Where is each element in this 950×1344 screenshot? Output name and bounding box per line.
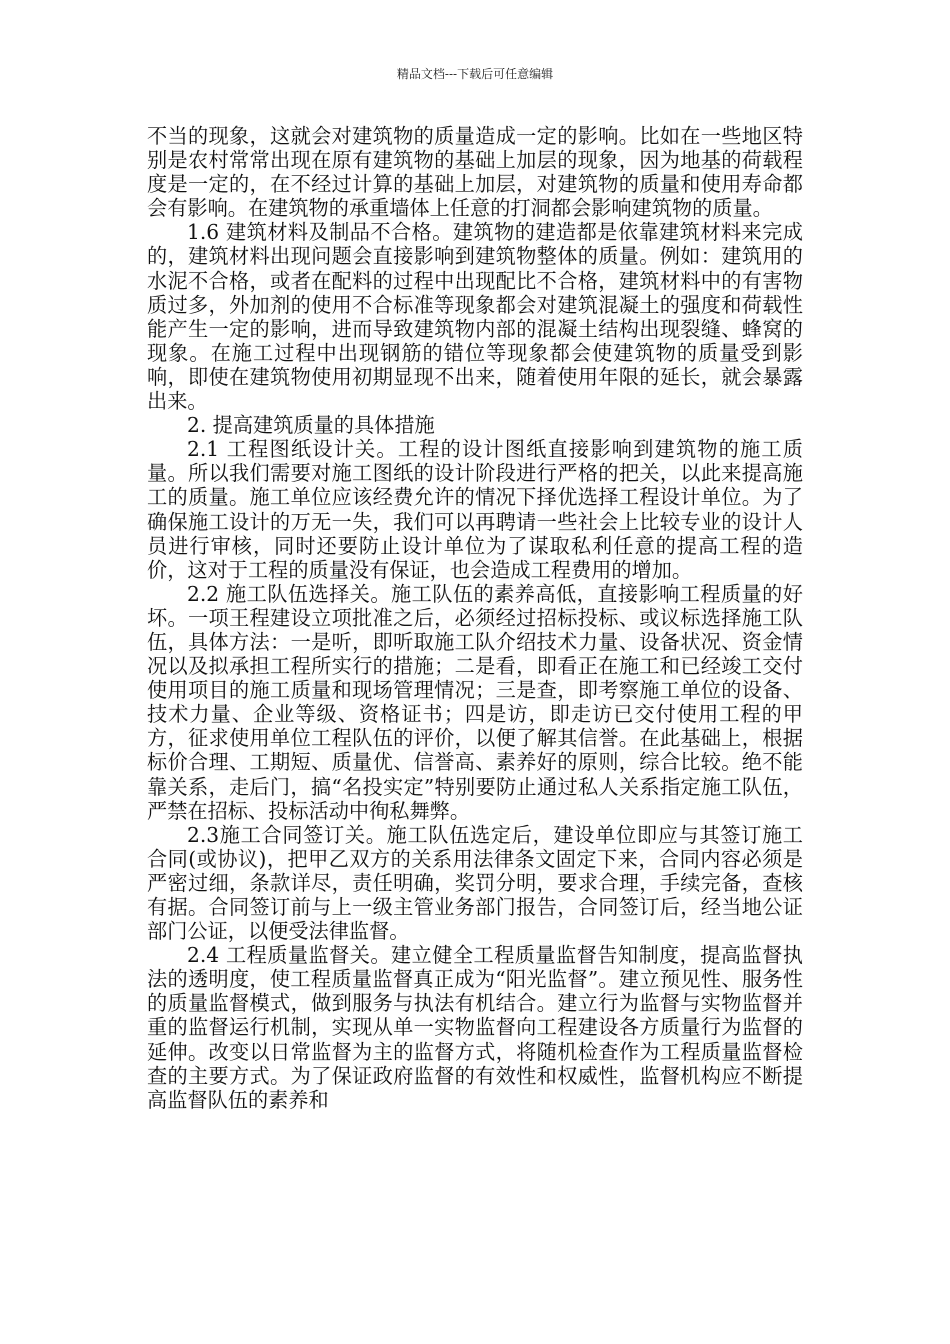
paragraph-continuation: 不当的现象，这就会对建筑物的质量造成一定的影响。比如在一些地区特别是农村常常出现在原有建筑物的基础上加层的现象，因为地基的荷载程度是一定的，在不经过计算的基础上加层，对建筑物的质量和使用寿命都会有影响。在建筑物的承重墙体上任意的打洞都会影响建筑物的质量。: [147, 124, 803, 221]
paragraph-section-2-1: 2.1 工程图纸设计关。工程的设计图纸直接影响到建筑物的施工质量。所以我们需要对施工图纸的设计阶段进行严格的把关，以此来提高施工的质量。施工单位应该经费允许的情况下择优选择工程设计单位。为了确保施工设计的万无一失，我们可以再聘请一些社会上比较专业的设计人员进行审核，同时还要防止设计单位为了谋取私利任意的提高工程的造价，这对于工程的质量没有保证，也会造成工程费用的增加。: [147, 437, 803, 582]
paragraph-section-1-6: 1.6 建筑材料及制品不合格。建筑物的建造都是依靠建筑材料来完成的，建筑材料出现问题会直接影响到建筑物整体的质量。例如：建筑用的水泥不合格，或者在配料的过程中出现配比不合格，建筑材料中的有害物质过多，外加剂的使用不合标准等现象都会对建筑混凝土的强度和荷载性能产生一定的影响，进而导致建筑物内部的混凝土结构出现裂缝、蜂窝的现象。在施工过程中出现钢筋的错位等现象都会使建筑物的质量受到影响，即使在建筑物使用初期显现不出来，随着使用年限的延长，就会暴露出来。: [147, 220, 803, 414]
document-body: [147, 124, 803, 1112]
paragraph-section-2-2: 2.2 施工队伍选择关。施工队伍的素养高低，直接影响工程质量的好坏。一项王程建设立项批准之后，必须经过招标投标、或议标选择施工队伍，具体方法：一是听，即听取施工队介绍技术力量、设备状况、资金情况以及拟承担工程所实行的措施；二是看，即看正在施工和已经竣工交付使用项目的施工质量和现场管理情况；三是查，即考察施工单位的设备、技术力量、企业等级、资格证书；四是访，即走访已交付使用工程的甲方，征求使用单位工程队伍的评价，以便了解其信誉。在此基础上，根据标价合理、工期短、质量优、信誉高、素养好的原则，综合比较。绝不能靠关系，走后门，搞“名投实定”特别要防止通过私人关系指定施工队伍，严禁在招标、投标活动中徇私舞弊。: [147, 581, 803, 823]
section-heading-2: 2. 提高建筑质量的具体措施: [187, 413, 435, 438]
paragraph-section-2-3: 2.3施工合同签订关。施工队伍选定后，建设单位即应与其签订施工合同(或协议)，把甲乙双方的关系用法律条文固定下来，合同内容必须是严密过细，条款详尽，责任明确，奖罚分明，要求合理，手续完备，查核有据。合同签订前与上一级主管业务部门报告，合同签订后，经当地公证部门公证，以便受法律监督。: [147, 822, 803, 944]
page-header: 精品文档---下载后可任意编辑: [396, 67, 554, 81]
paragraph-section-2-4: 2.4 工程质量监督关。建立健全工程质量监督告知制度，提高监督执法的透明度，使工程质量监督真正成为“阳光监督”。建立预见性、服务性的质量监督模式，做到服务与执法有机结合。建立行为监督与实物监督并重的监督运行机制，实现从单一实物监督向工程建设各方质量行为监督的延伸。改变以日常监督为主的监督方式，将随机检查作为工程质量监督检查的主要方式。为了保证政府监督的有效性和权威性，监督机构应不断提高监督队伍的素养和: [147, 943, 803, 1112]
